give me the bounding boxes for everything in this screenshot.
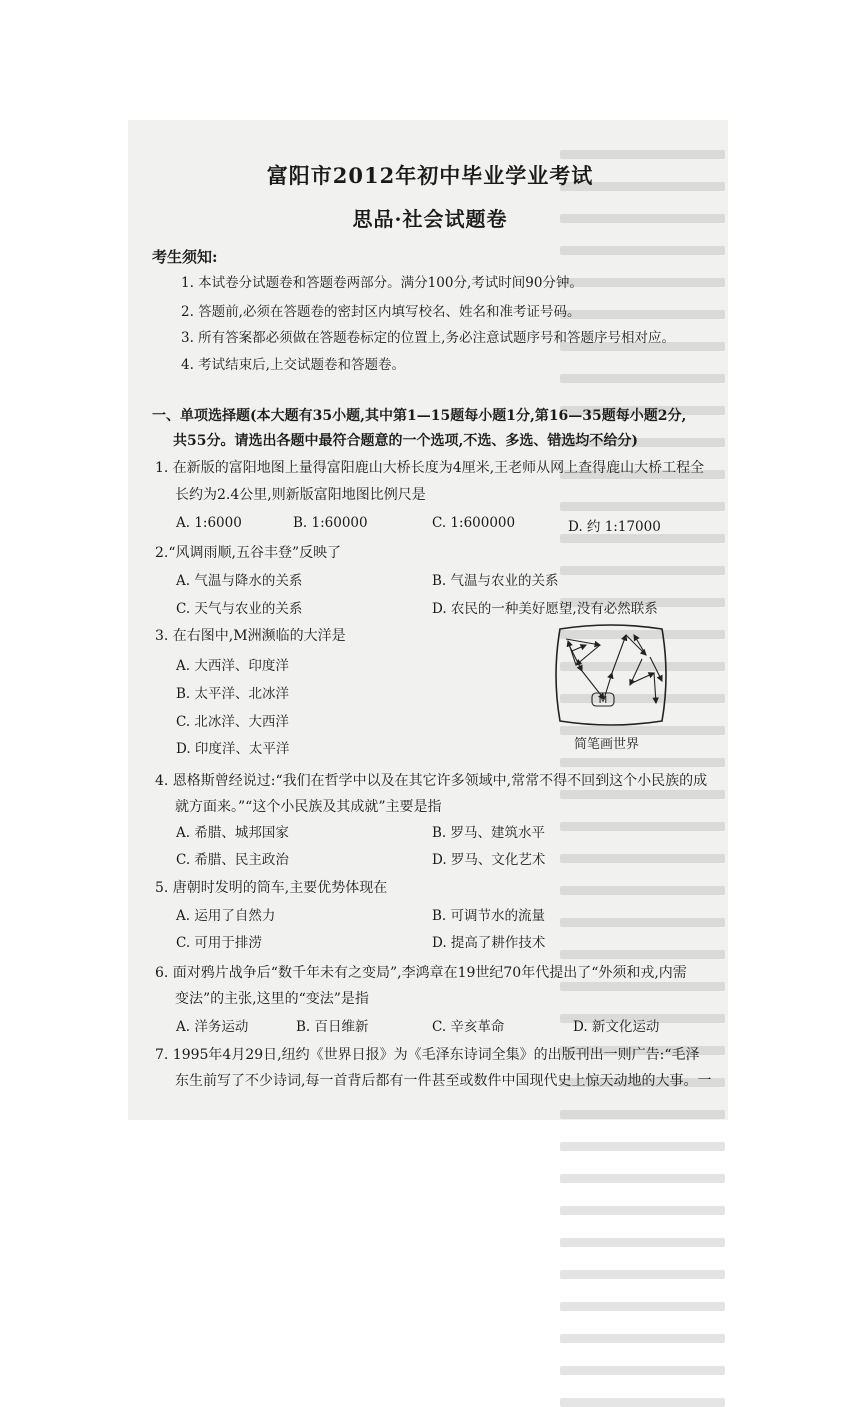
world-sketch-map [552, 621, 670, 729]
q6-option-b: B. 百日维新 [296, 1019, 369, 1035]
q6-option-a: A. 洋务运动 [176, 1019, 249, 1035]
exam-title: 富阳市2012年初中毕业学业考试 [266, 163, 594, 188]
notice-rule: 1. 本试卷分试题卷和答题卷两部分。满分100分,考试时间90分钟。 [181, 275, 583, 291]
q1-option-d: D. 约 1:17000 [568, 519, 661, 535]
q4-option-d: D. 罗马、文化艺术 [432, 852, 546, 868]
notice-rule: 4. 考试结束后,上交试题卷和答题卷。 [181, 357, 405, 373]
q5-option-b: B. 可调节水的流量 [432, 908, 546, 924]
q6-option-d: D. 新文化运动 [573, 1019, 660, 1035]
notice-heading: 考生须知: [152, 248, 218, 266]
q3-option-d: D. 印度洋、太平洋 [176, 741, 290, 757]
section-heading-cont: 共55分。请选出各题中最符合题意的一个选项,不选、多选、错选均不给分) [173, 433, 638, 449]
map-caption: 简笔画世界 [574, 737, 640, 752]
q5-option-c: C. 可用于排涝 [176, 935, 262, 951]
q6-option-c: C. 辛亥革命 [432, 1019, 505, 1035]
question-7-text-cont: 东生前写了不少诗词,每一首背后都有一件甚至或数件中国现代史上惊天动地的大事。一 [175, 1073, 712, 1089]
q5-option-a: A. 运用了自然力 [176, 908, 276, 924]
q2-option-a: A. 气温与降水的关系 [176, 573, 303, 589]
question-7-text: 7. 1995年4月29日,纽约《世界日报》为《毛泽东诗词全集》的出版刊出一则广告:“毛泽 [155, 1047, 700, 1063]
question-2-text: 2.“风调雨顺,五谷丰登”反映了 [155, 545, 342, 561]
q2-option-b: B. 气温与农业的关系 [432, 573, 559, 589]
notice-rule: 2. 答题前,必须在答题卷的密封区内填写校名、姓名和准考证号码。 [181, 304, 581, 320]
question-1-text-cont: 长约为2.4公里,则新版富阳地图比例尺是 [175, 487, 426, 503]
question-3-text: 3. 在右图中,M洲濒临的大洋是 [155, 628, 346, 644]
exam-subtitle: 思品·社会试题卷 [352, 207, 508, 231]
q4-option-c: C. 希腊、民主政治 [176, 852, 289, 868]
q1-option-a: A. 1:6000 [176, 515, 242, 531]
q2-option-c: C. 天气与农业的关系 [176, 601, 303, 617]
q4-option-b: B. 罗马、建筑水平 [432, 825, 546, 841]
q3-option-b: B. 太平洋、北冰洋 [176, 686, 290, 702]
notice-rule: 3. 所有答案都必须做在答题卷标定的位置上,务必注意试题序号和答题序号相对应。 [181, 330, 675, 346]
q2-option-d: D. 农民的一种美好愿望,没有必然联系 [432, 601, 658, 617]
map-label-m: M [598, 695, 608, 706]
question-4-text-cont: 就方面来。”“这个小民族及其成就”主要是指 [175, 799, 442, 815]
q3-option-a: A. 大西洋、印度洋 [176, 658, 289, 674]
q1-option-c: C. 1:600000 [432, 515, 516, 531]
question-5-text: 5. 唐朝时发明的筒车,主要优势体现在 [155, 880, 388, 896]
q4-option-a: A. 希腊、城邦国家 [176, 825, 289, 841]
question-4-text: 4. 恩格斯曾经说过:“我们在哲学中以及在其它许多领域中,常常不得不回到这个小民族的成 [155, 773, 708, 789]
section-heading: 一、单项选择题(本大题有35小题,其中第1—15题每小题1分,第16—35题每小题2分, [152, 408, 687, 424]
question-6-text-cont: 变法”的主张,这里的“变法”是指 [175, 991, 369, 1007]
q5-option-d: D. 提高了耕作技术 [432, 935, 546, 951]
q3-option-c: C. 北冰洋、大西洋 [176, 714, 289, 730]
question-1-text: 1. 在新版的富阳地图上量得富阳鹿山大桥长度为4厘米,王老师从网上查得鹿山大桥工程全 [155, 460, 705, 476]
question-6-text: 6. 面对鸦片战争后“数千年未有之变局”,李鸿章在19世纪70年代提出了“外须和戎,内需 [155, 965, 687, 981]
q1-option-b: B. 1:60000 [293, 515, 368, 531]
